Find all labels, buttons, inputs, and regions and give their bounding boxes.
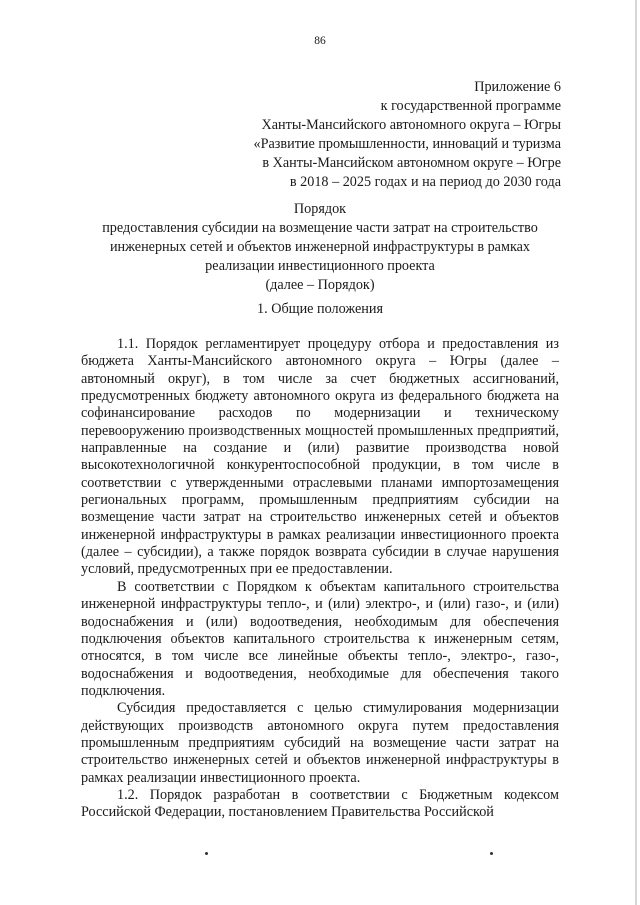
- page-edge-shadow: [635, 0, 637, 905]
- appendix-block: [254, 78, 561, 193]
- appendix-line: к государственной программе: [380, 98, 561, 115]
- title-line: (далее – Порядок): [265, 277, 375, 294]
- paragraph: Субсидия предоставляется с целью стимулирования модернизации действующих производств автономного округа путем предоставления промышленным предприятиям субсидий на возмещение части затрат на строительство инженерных сетей и объектов инженерной инфраструктуры в рамках реализации инвестиционного проекта.: [81, 700, 559, 786]
- paragraph: В соответствии с Порядком к объектам капитального строительства инженерной инфраструктуры тепло-, и (или) электро-, и (или) газо-, и (или) водоснабжения и (или) водоотведения, необходимым для обеспечения подключения объектов капитального строительства к инженерным сетям, относятся, в том числе все линейные объекты тепло-, электро-, газо-, водоснабжения и водоотведения, необходимые для обеспечения такого подключения.: [81, 578, 559, 699]
- appendix-line: «Развитие промышленности, инноваций и туризма: [253, 136, 561, 153]
- title-line: предоставления субсидии на возмещение части затрат на строительство: [102, 220, 538, 237]
- section-heading: 1. Общие положения: [257, 301, 383, 317]
- scan-speck: [205, 852, 208, 855]
- title-line: инженерных сетей и объектов инженерной инфраструктуры в рамках: [109, 239, 531, 256]
- title-line: реализации инвестиционного проекта: [205, 258, 435, 275]
- title-line: Порядок: [293, 201, 347, 217]
- appendix-line: в Ханты-Мансийском автономном округе – Югре: [262, 155, 561, 172]
- scan-speck: [490, 852, 493, 855]
- appendix-line: Ханты-Мансийского автономного округа – Югры: [261, 117, 561, 134]
- page-number: 86: [314, 35, 326, 47]
- paragraph: 1.1. Порядок регламентирует процедуру отбора и предоставления из бюджета Ханты-Мансийского автономного округа – Югры (далее – автономный округ), в том числе за счет бюджетных ассигнований, предусмотренных бюджету автономного округа из федерального бюджета на софинансирование расходов по модернизации и техническому перевооружению производственных мощностей промышленных предприятий, направленные на создание и (или) развитие производства новой высокотехнологичной конкурентоспособной продукции, в том числе в соответствии с утвержденными отраслевыми планами импортозамещения региональных программ, промышленным предприятиям субсидии на возмещение части затрат на строительство инженерных сетей и объектов инженерной инфраструктуры в рамках реализации инвестиционного проекта (далее – субсидии), а также порядок возврата субсидии в случае нарушения условий, предусмотренных при ее предоставлении.: [81, 336, 559, 578]
- document-title: [0, 200, 640, 295]
- body-text: [81, 336, 559, 822]
- paragraph: 1.2. Порядок разработан в соответствии с Бюджетным кодексом Российской Федерации, постановлением Правительства Российской: [81, 786, 559, 821]
- appendix-line: в 2018 – 2025 годах и на период до 2030 года: [289, 174, 561, 191]
- appendix-line: Приложение 6: [474, 79, 561, 95]
